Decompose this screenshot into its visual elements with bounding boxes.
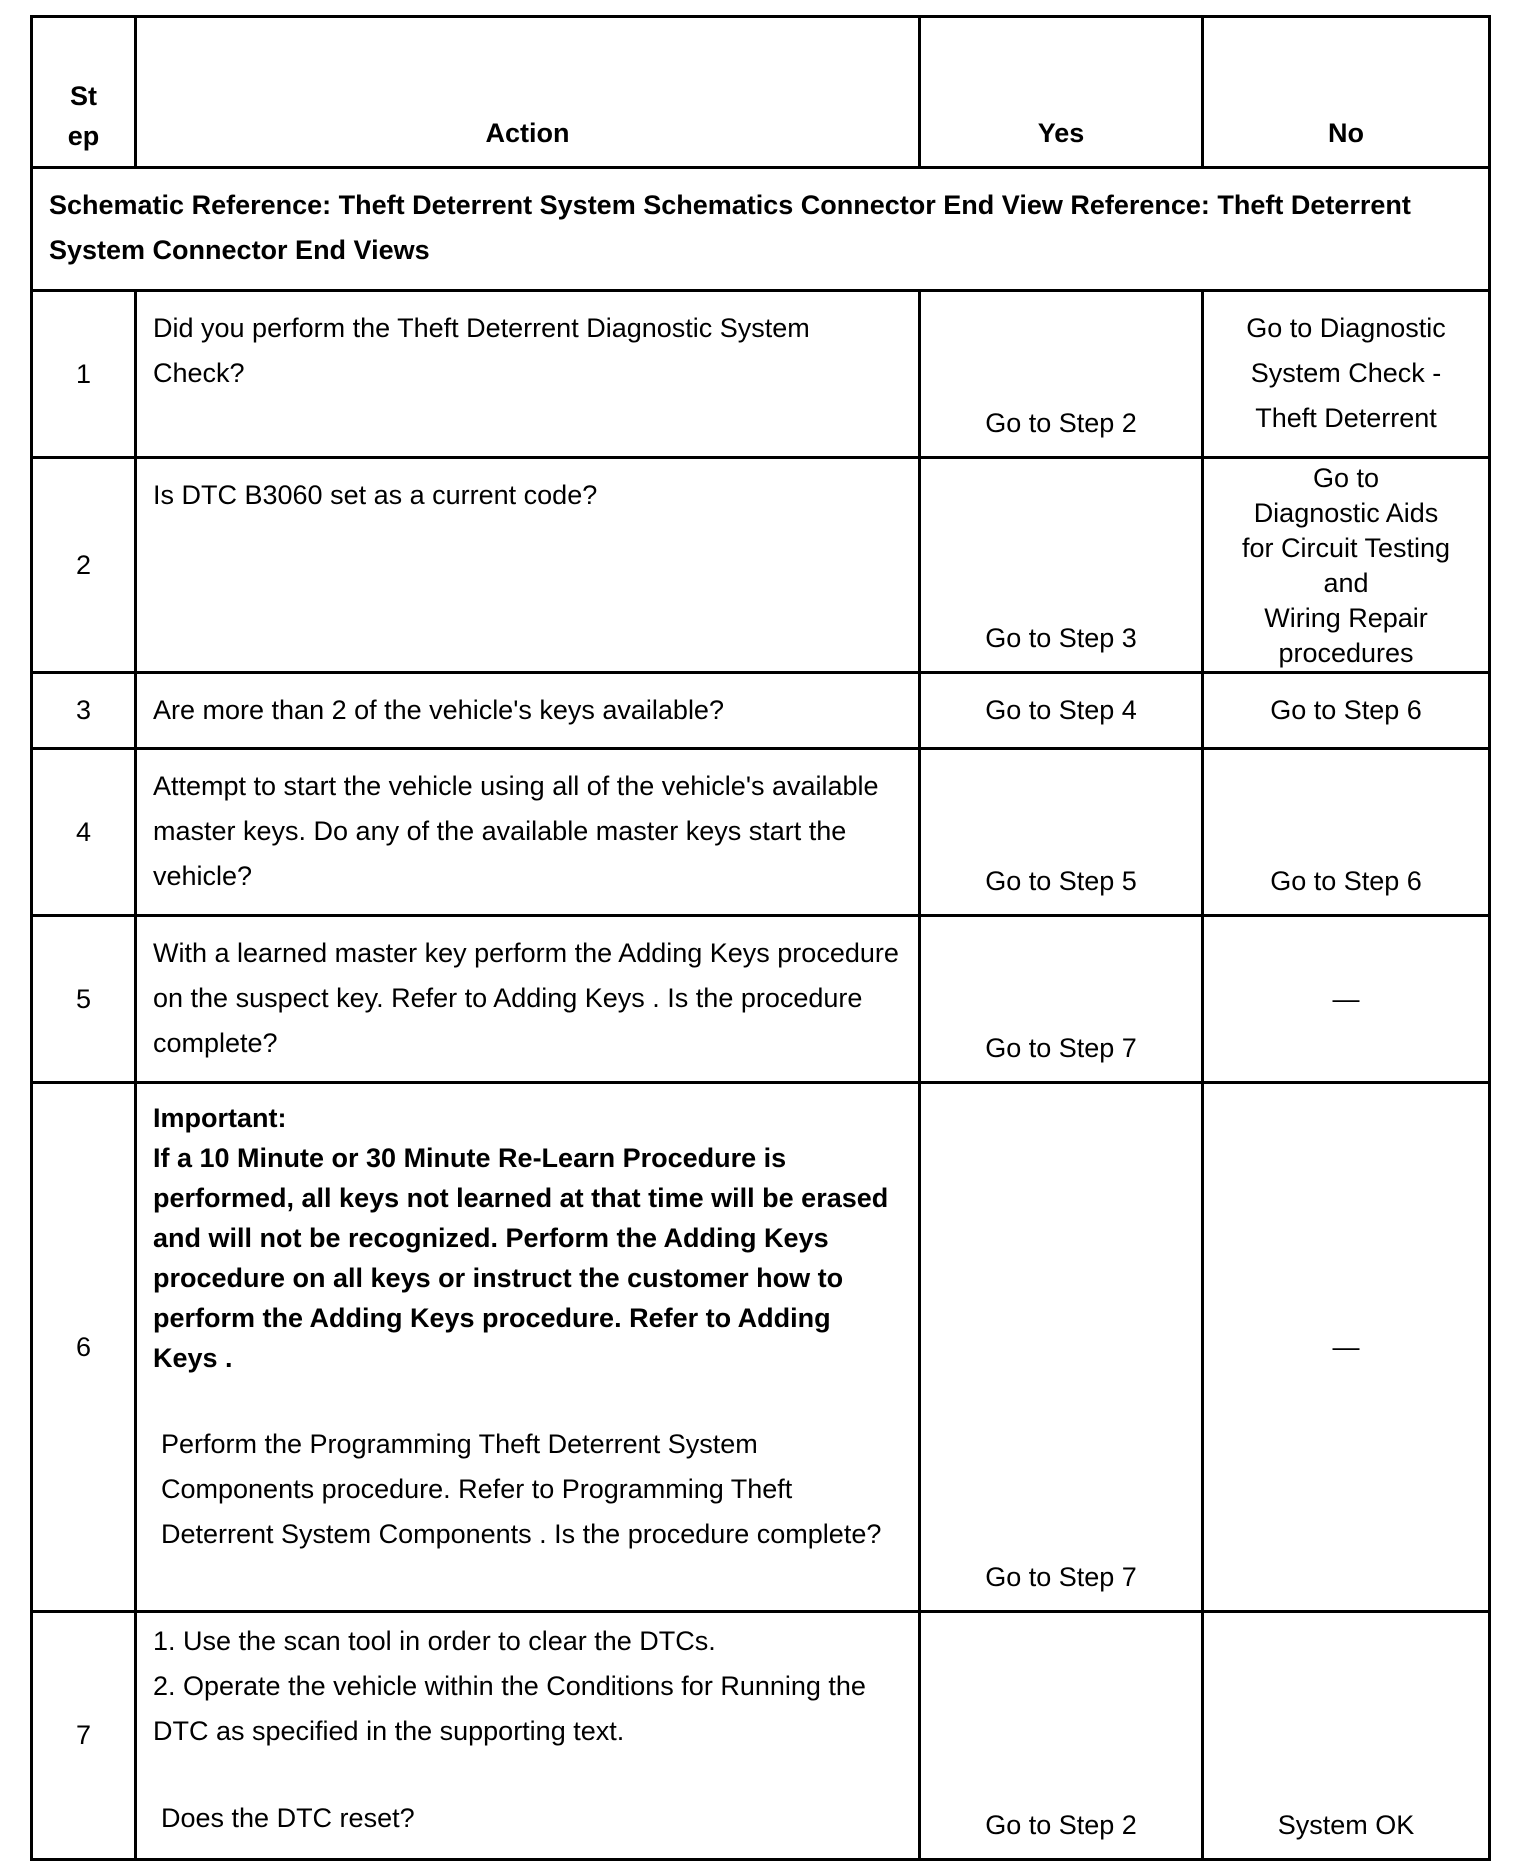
action-text: Are more than 2 of the vehicle's keys available? — [136, 673, 920, 749]
step-number: 3 — [32, 673, 136, 749]
yes-result: Go to Step 5 — [920, 749, 1203, 916]
action-text: Is DTC B3060 set as a current code? — [136, 458, 920, 673]
important-note — [153, 1098, 902, 1378]
action-text: Perform the Programming Theft Deterrent System Components procedure. Refer to Programming Theft Deterrent System Components . Is the procedure complete? — [161, 1429, 882, 1549]
table-row — [32, 673, 1490, 749]
step-number: 2 — [32, 458, 136, 673]
action-cell — [136, 1083, 920, 1612]
no-result-line: System Check - — [1250, 358, 1442, 388]
no-result: System OK — [1203, 1612, 1490, 1860]
step-number: 6 — [32, 1083, 136, 1612]
no-result — [1203, 291, 1490, 458]
no-result — [1203, 458, 1490, 673]
header-row — [32, 17, 1490, 168]
reference-row — [32, 168, 1490, 291]
action-text: With a learned master key perform the Adding Keys procedure on the suspect key. Refer to Adding Keys . Is the procedure complete? — [136, 916, 920, 1083]
action-text: Did you perform the Theft Deterrent Diagnostic System Check? — [136, 291, 920, 458]
diagnostic-table — [30, 15, 1491, 1861]
action-cell — [136, 1612, 920, 1860]
no-result: Go to Step 6 — [1203, 673, 1490, 749]
no-result-line: Theft Deterrent — [1255, 403, 1437, 433]
step-number: 1 — [32, 291, 136, 458]
no-result: Go to Step 6 — [1203, 749, 1490, 916]
important-text: If a 10 Minute or 30 Minute Re-Learn Procedure is performed, all keys not learned at that time will be erased and will not be recognized. Perform the Adding Keys procedure on all keys or instruct the customer how to perform the Adding Keys procedure. Refer to Adding Keys . — [153, 1143, 889, 1373]
important-title: Important: — [153, 1103, 287, 1133]
yes-result: Go to Step 2 — [920, 1612, 1203, 1860]
no-result-line: Diagnostic Aids — [1253, 498, 1439, 528]
header-action: Action — [136, 17, 920, 168]
yes-result: Go to Step 2 — [920, 291, 1203, 458]
schematic-reference: Schematic Reference: Theft Deterrent System Schematics Connector End View Reference: Theft Deterrent System Connector End Views — [32, 168, 1490, 291]
action-text: Attempt to start the vehicle using all of the vehicle's available master keys. Do any of the available master keys start the vehicle? — [136, 749, 920, 916]
table-row — [32, 916, 1490, 1083]
header-step-line1: St — [70, 81, 97, 111]
yes-result: Go to Step 4 — [920, 673, 1203, 749]
table-row — [32, 1083, 1490, 1612]
yes-result: Go to Step 7 — [920, 916, 1203, 1083]
no-result-line: procedures — [1278, 638, 1414, 668]
table-row — [32, 1612, 1490, 1860]
header-step-line2: ep — [67, 121, 100, 151]
action-list-item: 2. Operate the vehicle within the Conditions for Running the DTC as specified in the supporting text. — [153, 1671, 866, 1746]
table-row — [32, 749, 1490, 916]
step-number: 4 — [32, 749, 136, 916]
yes-result: Go to Step 3 — [920, 458, 1203, 673]
no-result-line: for Circuit Testing — [1241, 533, 1451, 563]
step-number: 5 — [32, 916, 136, 1083]
no-result-line: Wiring Repair — [1264, 603, 1428, 633]
header-yes: Yes — [920, 17, 1203, 168]
yes-result: Go to Step 7 — [920, 1083, 1203, 1612]
header-step — [32, 17, 136, 168]
action-question: Does the DTC reset? — [161, 1803, 415, 1833]
step-number: 7 — [32, 1612, 136, 1860]
no-result-line: Go to — [1312, 463, 1380, 493]
table-row — [32, 458, 1490, 673]
table-row — [32, 291, 1490, 458]
no-result: — — [1203, 1083, 1490, 1612]
no-result: — — [1203, 916, 1490, 1083]
no-result-line: Go to Diagnostic — [1246, 313, 1446, 343]
action-list-item: 1. Use the scan tool in order to clear the DTCs. — [153, 1626, 716, 1656]
header-no: No — [1203, 17, 1490, 168]
no-result-line: and — [1323, 568, 1369, 598]
